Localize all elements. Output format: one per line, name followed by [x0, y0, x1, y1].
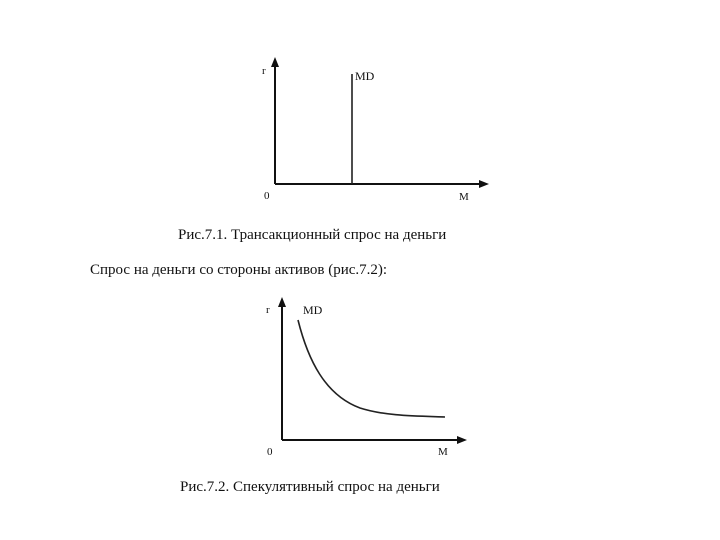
fig2-y-axis-arrow [278, 297, 286, 307]
fig2-x-axis-arrow [457, 436, 467, 444]
fig2-md-curve [298, 320, 445, 417]
fig1-y-axis-arrow [271, 57, 279, 67]
fig2-md-label: MD [303, 303, 323, 317]
fig2-origin-label: 0 [267, 446, 273, 458]
fig1-x-axis-label: M [459, 191, 469, 203]
fig1-y-axis-label: r [262, 65, 266, 77]
intro-text: Спрос на деньги со стороны активов (рис.7.2): [90, 262, 388, 278]
fig1-x-axis-arrow [479, 180, 489, 188]
figure-7-1-caption: Рис.7.1. Трансакционный спрос на деньги [178, 227, 447, 243]
fig2-x-axis-label: M [438, 446, 448, 458]
figure-7-2-caption: Рис.7.2. Спекулятивный спрос на деньги [180, 479, 440, 495]
fig1-md-label: MD [355, 69, 375, 83]
figure-7-1 [262, 57, 489, 203]
figure-7-2 [266, 297, 467, 458]
fig1-origin-label: 0 [264, 190, 270, 202]
fig2-y-axis-label: r [266, 304, 270, 316]
